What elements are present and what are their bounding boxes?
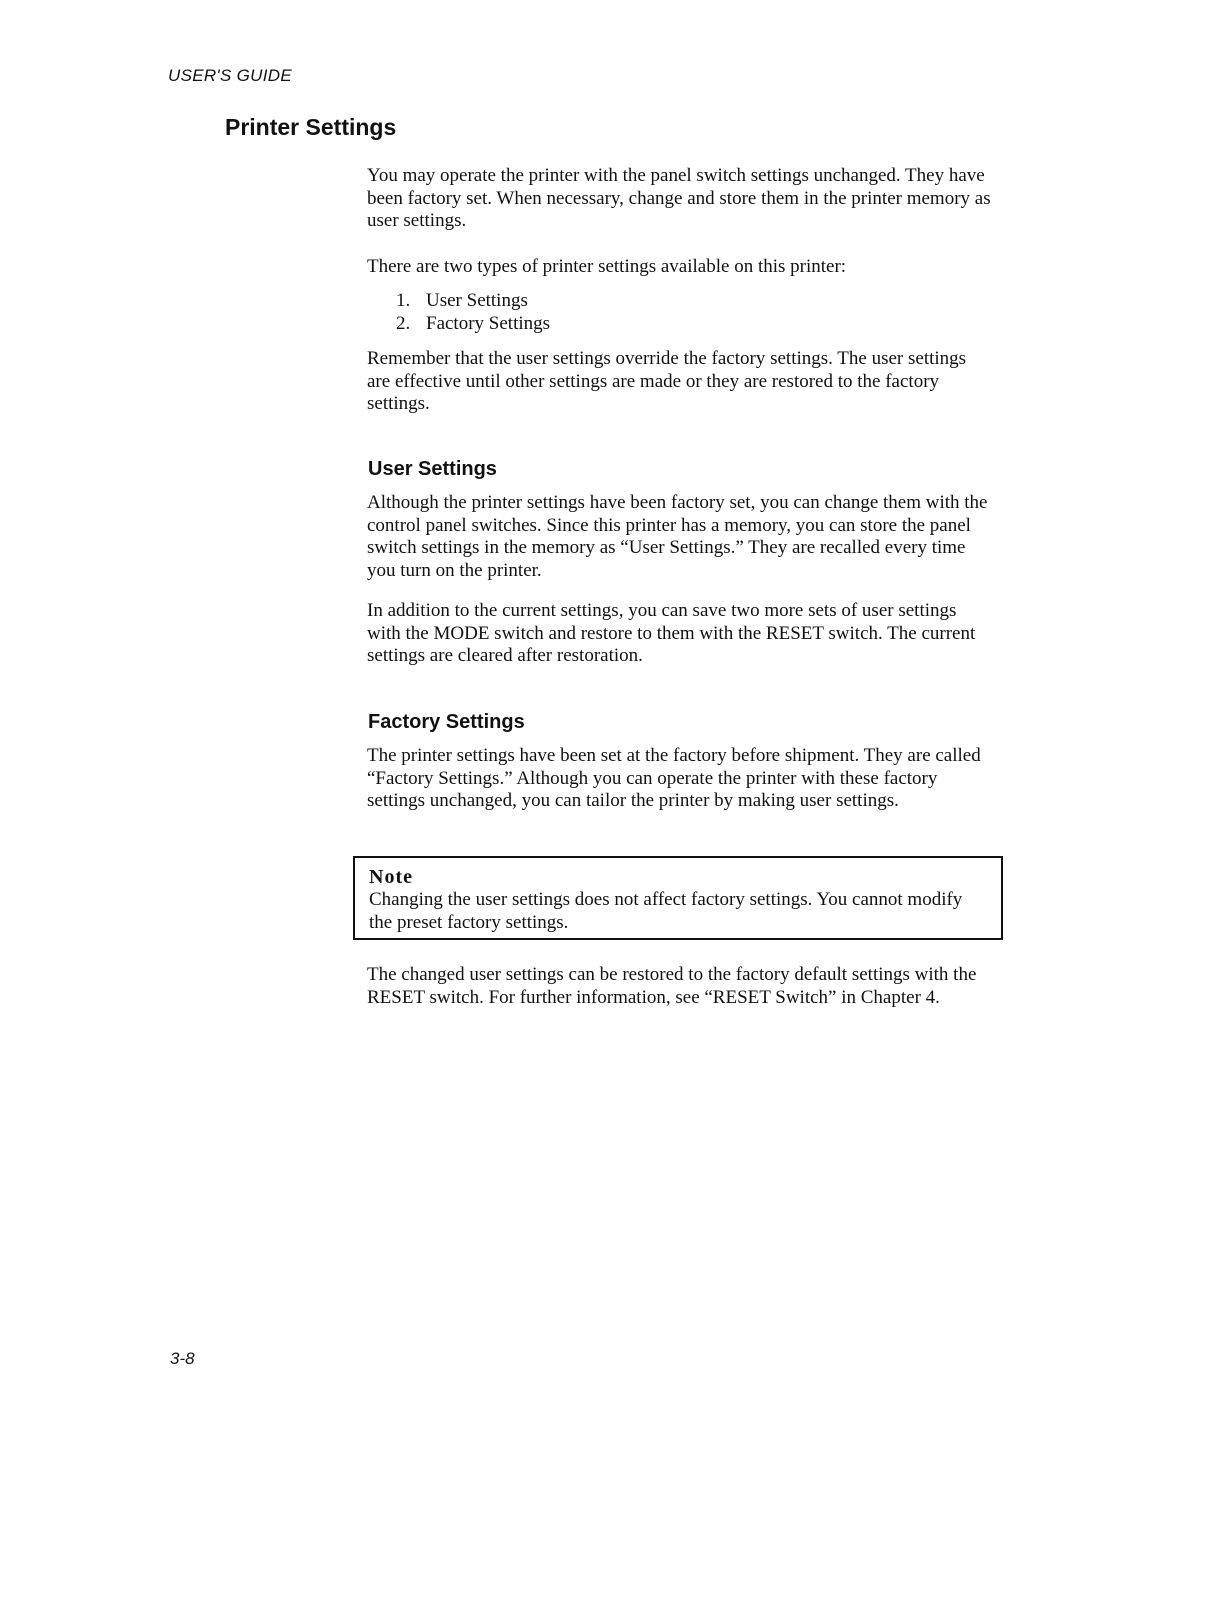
section-title: Printer Settings bbox=[225, 114, 397, 140]
list-item bbox=[396, 290, 550, 313]
user-settings-title: User Settings bbox=[368, 458, 497, 480]
factory-settings-paragraph: The printer settings have been set at the factory before shipment. They are called “Factory Settings.” Although you can operate the printer with these factory settings unchanged, you can tailor the printer by making user settings. bbox=[367, 745, 981, 811]
note-title: Note bbox=[369, 866, 413, 888]
user-settings-paragraph-1: Although the printer settings have been factory set, you can change them with the control panel switches. Since this printer has a memory, you can store the panel switch settings in the memory as “User Settings.” They are recalled every time you turn on the printer. bbox=[367, 492, 988, 581]
page-number: 3-8 bbox=[170, 1349, 195, 1368]
list-item bbox=[396, 313, 550, 336]
intro-paragraph-2: There are two types of printer settings available on this printer: bbox=[367, 256, 847, 277]
list-item-number: 2. bbox=[396, 312, 411, 334]
list-item-label: User Settings bbox=[426, 290, 528, 311]
list-item-number: 1. bbox=[396, 290, 411, 311]
intro-paragraph-1: You may operate the printer with the panel switch settings unchanged. They have been factory set. When necessary, change and store them in the printer memory as user settings. bbox=[367, 165, 991, 231]
override-paragraph: Remember that the user settings override the factory settings. The user settings are effective until other settings are made or they are restored to the factory settings. bbox=[367, 348, 967, 414]
factory-settings-title: Factory Settings bbox=[368, 711, 525, 733]
note-box bbox=[353, 856, 1003, 940]
running-header: USER'S GUIDE bbox=[168, 66, 292, 85]
user-settings-paragraph-2: In addition to the current settings, you can save two more sets of user settings with the MODE switch and restore to them with the RESET switch. The current settings are cleared after restoration. bbox=[367, 600, 976, 666]
settings-types-list bbox=[396, 290, 550, 335]
note-text: Changing the user settings does not affect factory settings. You cannot modify the preset factory settings. bbox=[369, 889, 963, 933]
list-item-label: Factory Settings bbox=[426, 312, 551, 334]
closing-paragraph: The changed user settings can be restored to the factory default settings with the RESET switch. For further information, see “RESET Switch” in Chapter 4. bbox=[367, 964, 977, 1008]
